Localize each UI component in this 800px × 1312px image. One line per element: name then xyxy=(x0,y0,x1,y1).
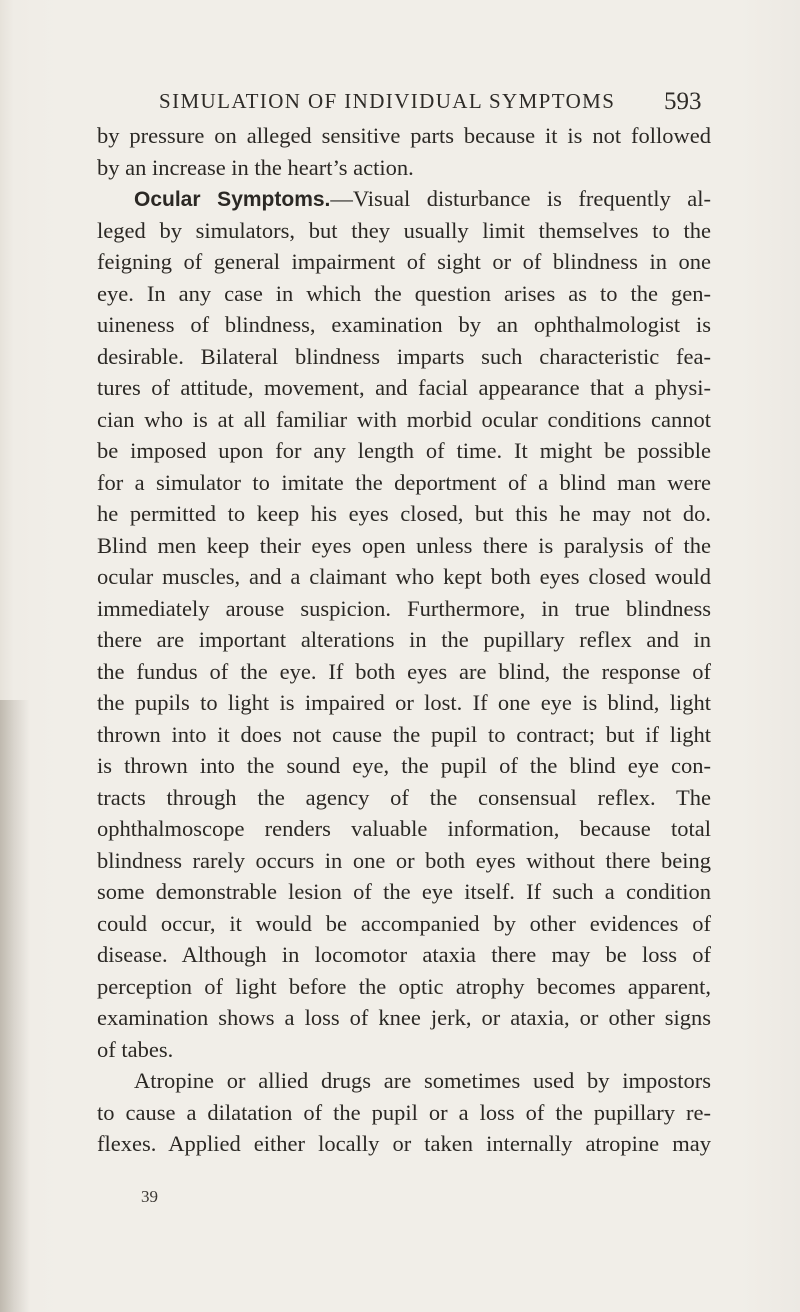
text-line: to cause a dilatation of the pupil or a loss of the pupillary re- xyxy=(97,1099,711,1125)
text-line: eye. In any case in which the question arises as to the gen- xyxy=(97,280,711,306)
page-number: 593 xyxy=(664,88,702,115)
text-line: desirable. Bilateral blindness imparts such characteristic fea- xyxy=(97,343,711,369)
text-line-continuation: —Visual disturbance is frequently al- xyxy=(330,186,711,211)
running-head xyxy=(0,89,800,119)
body-text xyxy=(97,120,711,1160)
text-line: thrown into it does not cause the pupil to contract; but if light xyxy=(97,721,711,747)
text-line: leged by simulators, but they usually limit themselves to the xyxy=(97,217,711,243)
text-line: of tabes. xyxy=(97,1036,174,1062)
text-line: Blind men keep their eyes open unless there is paralysis of the xyxy=(97,532,711,558)
page-edge-shadow xyxy=(0,700,30,1312)
text-line: uineness of blindness, examination by an ophthalmologist is xyxy=(97,312,711,337)
text-line: some demonstrable lesion of the eye itself. If such a condition xyxy=(97,879,711,904)
signature-mark: 39 xyxy=(141,1187,158,1206)
text-line: could occur, it would be accompanied by other evidences of xyxy=(97,910,711,936)
text-line: examination shows a loss of knee jerk, or ataxia, or other signs xyxy=(97,1005,711,1030)
text-line: he permitted to keep his eyes closed, but this he may not do. xyxy=(97,501,711,526)
text-line: Atropine or allied drugs are sometimes used by impostors xyxy=(134,1068,711,1093)
text-line: flexes. Applied either locally or taken internally atropine may xyxy=(97,1131,711,1156)
text-line: by pressure on alleged sensitive parts because it is not followed xyxy=(97,123,711,148)
text-line: disease. Although in locomotor ataxia there may be loss of xyxy=(97,942,711,967)
text-line: perception of light before the optic atrophy becomes apparent, xyxy=(97,973,711,999)
text-line: is thrown into the sound eye, the pupil of the blind eye con- xyxy=(97,753,711,778)
text-line: blindness rarely occurs in one or both eyes without there being xyxy=(97,847,711,873)
text-line: by an increase in the heart’s action. xyxy=(97,154,414,180)
text-line: ocular muscles, and a claimant who kept both eyes closed would xyxy=(97,564,711,589)
text-line: there are important alterations in the pupillary reflex and in xyxy=(97,627,711,652)
text-line: ophthalmoscope renders valuable information, because total xyxy=(97,816,711,841)
text-line: be imposed upon for any length of time. It might be possible xyxy=(97,438,711,463)
text-line: the pupils to light is impaired or lost. If one eye is blind, light xyxy=(97,690,711,715)
ocular-symptoms-paragraph-start xyxy=(97,183,711,215)
text-line: cian who is at all familiar with morbid ocular conditions cannot xyxy=(97,406,711,432)
text-line: immediately arouse suspicion. Furthermore, in true blindness xyxy=(97,595,711,621)
text-line: feigning of general impairment of sight or of blindness in one xyxy=(97,249,711,274)
running-title: SIMULATION OF INDIVIDUAL SYMPTOMS xyxy=(159,89,616,113)
text-line: the fundus of the eye. If both eyes are blind, the response of xyxy=(97,658,711,684)
text-line: tures of attitude, movement, and facial appearance that a physi- xyxy=(97,375,711,400)
text-line: for a simulator to imitate the deportment of a blind man were xyxy=(97,469,711,495)
text-line: tracts through the agency of the consensual reflex. The xyxy=(97,784,711,810)
section-heading: Ocular Symptoms. xyxy=(134,188,331,211)
